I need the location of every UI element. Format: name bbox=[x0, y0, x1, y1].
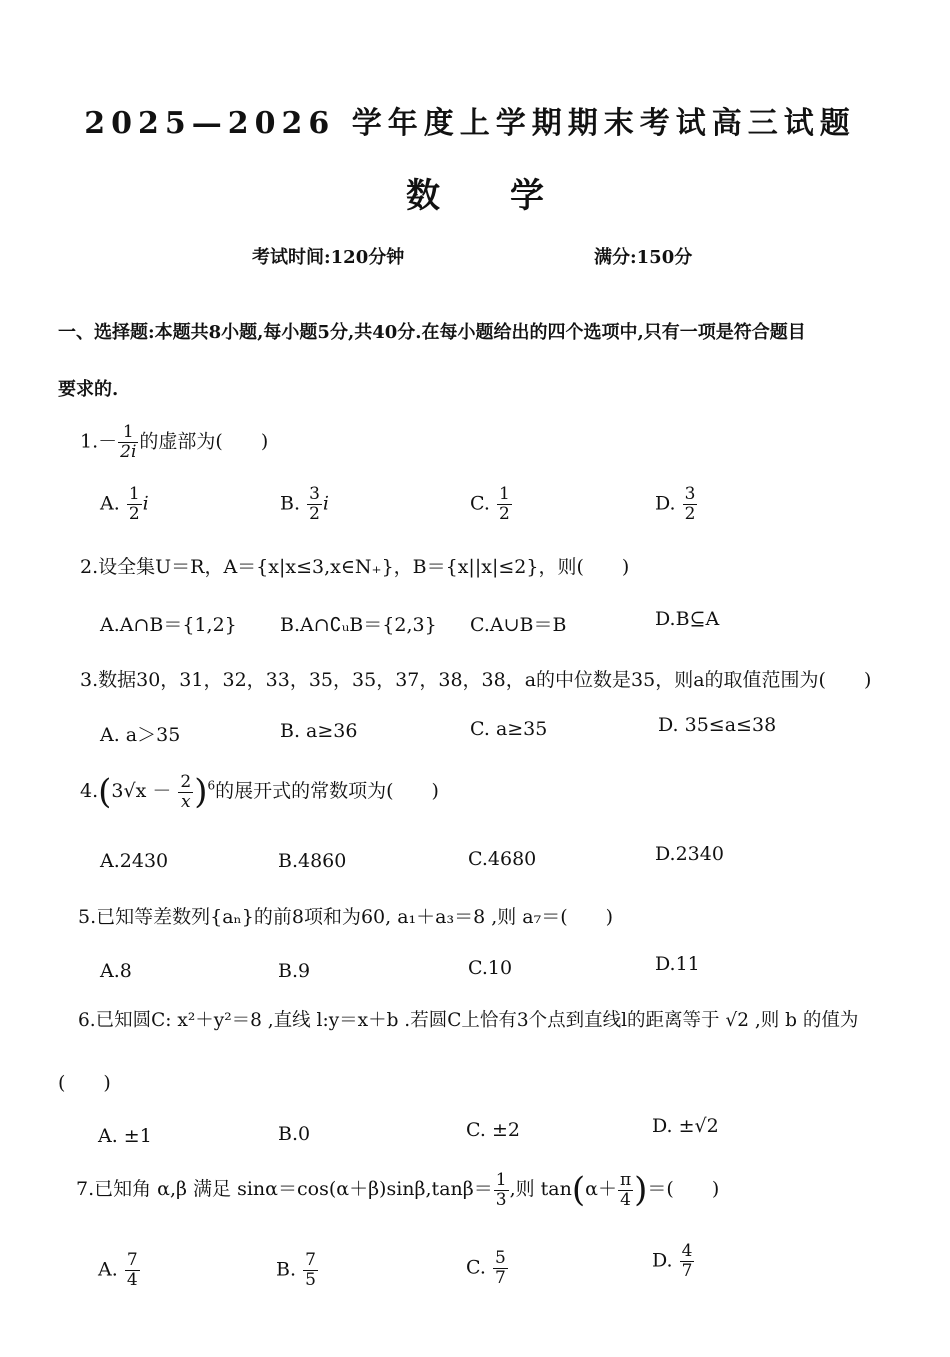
q7-c-frac bbox=[493, 1250, 508, 1287]
q7-text: ＝( ) bbox=[647, 1178, 720, 1200]
q4-option-c: C.4680 bbox=[468, 848, 537, 870]
q5-option-d: D.11 bbox=[655, 953, 700, 975]
q7-mid: ,则 tan bbox=[509, 1178, 572, 1200]
q1-den: 2i bbox=[120, 442, 137, 462]
q4-right-paren: ) bbox=[194, 772, 208, 812]
q4-option-a: A.2430 bbox=[100, 850, 169, 872]
q7-b-num: 7 bbox=[305, 1250, 316, 1270]
q7-a-den: 4 bbox=[126, 1270, 138, 1290]
q4-option-d: D.2340 bbox=[655, 843, 724, 865]
q1-fraction bbox=[118, 424, 138, 461]
q3-option-d: D. 35≤a≤38 bbox=[658, 714, 777, 736]
section-heading-line1: 一、选择题:本题共8小题,每小题5分,共40分.在每小题给出的四个选项中,只有一项是符合题目 bbox=[58, 322, 806, 343]
q7-c-label: C. bbox=[466, 1256, 486, 1279]
q1-d-den: 2 bbox=[684, 504, 696, 524]
q1-b-frac bbox=[307, 486, 322, 523]
exam-title: 2025—2026 学年度上学期期末考试高三试题 bbox=[84, 106, 856, 141]
question-5: 5.已知等差数列{aₙ}的前8项和为60, a₁＋a₃＝8 ,则 a₇＝( ) bbox=[78, 906, 614, 928]
question-7 bbox=[76, 1170, 719, 1210]
q4-left-paren: ( bbox=[98, 772, 112, 812]
q7-d-den: 7 bbox=[681, 1261, 693, 1281]
question-1 bbox=[80, 424, 268, 461]
q1-b-num: 3 bbox=[309, 484, 320, 504]
q7-a-num: 7 bbox=[126, 1250, 138, 1270]
q4-text: 的展开式的常数项为( ) bbox=[215, 780, 439, 802]
q4-prefix: 4. bbox=[80, 780, 99, 802]
q1-d-frac bbox=[683, 486, 698, 523]
q1-c-num: 1 bbox=[498, 484, 510, 504]
q7-option-c bbox=[466, 1250, 509, 1287]
q2-option-d: D.B⊆A bbox=[655, 608, 720, 630]
q1-c-frac bbox=[497, 486, 512, 523]
q1-d-num: 3 bbox=[684, 484, 696, 504]
q5-option-c: C.10 bbox=[468, 957, 513, 979]
q1-option-a bbox=[100, 486, 149, 523]
q1-a-den: 2 bbox=[128, 504, 140, 524]
q2-option-b: B.A∩∁ᵤB＝{2,3} bbox=[280, 614, 437, 636]
q1-a-num: 1 bbox=[128, 484, 140, 504]
q7-b-frac bbox=[303, 1252, 318, 1289]
q4-den: x bbox=[181, 791, 191, 812]
q1-b-label: B. bbox=[280, 492, 301, 515]
q5-option-b: B.9 bbox=[278, 960, 311, 982]
q4-num: 2 bbox=[180, 771, 192, 792]
q1-c-den: 2 bbox=[498, 504, 510, 524]
q7-den2: 4 bbox=[620, 1189, 631, 1210]
question-6-line2: ( ) bbox=[58, 1072, 111, 1094]
q6-option-a: A. ±1 bbox=[98, 1125, 152, 1147]
q7-d-label: D. bbox=[652, 1249, 673, 1272]
q4-term1: 3√x － bbox=[111, 780, 172, 802]
q7-prefix: 7.已知角 α,β 满足 sinα＝cos(α＋β)sinβ,tanβ＝ bbox=[76, 1178, 493, 1200]
q7-alpha: α＋ bbox=[585, 1178, 617, 1200]
q7-right-paren: ) bbox=[634, 1170, 648, 1210]
subject-title: 数学 bbox=[406, 176, 614, 216]
q6-option-c: C. ±2 bbox=[466, 1119, 520, 1141]
q1-b-den: 2 bbox=[309, 504, 320, 524]
q1-option-c bbox=[470, 486, 513, 523]
q1-option-b bbox=[280, 486, 329, 523]
q7-option-d bbox=[652, 1243, 695, 1280]
q4-fraction bbox=[178, 771, 193, 812]
q7-b-den: 5 bbox=[305, 1270, 316, 1290]
question-2: 2.设全集U＝R，A＝{x|x≤3,x∈N₊}，B＝{x||x|≤2}，则( ) bbox=[80, 556, 630, 578]
q7-option-b bbox=[276, 1252, 319, 1289]
q1-prefix: 1.－ bbox=[80, 430, 118, 453]
question-4 bbox=[80, 772, 439, 812]
q7-num2: π bbox=[619, 1169, 632, 1190]
q6-option-d: D. ±√2 bbox=[652, 1115, 719, 1137]
q4-option-b: B.4860 bbox=[278, 850, 347, 872]
q3-option-b: B. a≥36 bbox=[280, 720, 358, 742]
q1-d-label: D. bbox=[655, 492, 676, 515]
q7-left-paren: ( bbox=[571, 1170, 586, 1210]
full-score: 满分:150分 bbox=[594, 247, 693, 268]
q1-option-d bbox=[655, 486, 698, 523]
q7-c-num: 5 bbox=[494, 1248, 506, 1268]
q7-d-frac bbox=[680, 1243, 695, 1280]
q7-option-a bbox=[98, 1252, 141, 1289]
question-6-line1: 6.已知圆C: x²＋y²＝8 ,直线 l:y＝x＋b .若圆C上恰有3个点到直线l的距离等于 √2 ,则 b 的值为 bbox=[78, 1010, 859, 1031]
q7-num1: 1 bbox=[495, 1169, 507, 1190]
q7-fraction-1 bbox=[494, 1169, 509, 1210]
exam-time: 考试时间:120分钟 bbox=[252, 247, 405, 268]
q7-b-label: B. bbox=[276, 1258, 297, 1281]
q1-a-tail: i bbox=[142, 492, 149, 515]
q7-a-label: A. bbox=[98, 1258, 118, 1281]
q1-c-label: C. bbox=[470, 492, 490, 515]
section-heading-line2: 要求的. bbox=[58, 379, 119, 400]
q7-den1: 3 bbox=[495, 1189, 507, 1210]
q1-a-frac bbox=[127, 486, 142, 523]
q2-option-c: C.A∪B＝B bbox=[470, 614, 567, 636]
q2-option-a: A.A∩B＝{1,2} bbox=[100, 614, 237, 636]
q1-text: 的虚部为( ) bbox=[139, 430, 269, 453]
q4-exponent: 6 bbox=[207, 778, 216, 793]
q1-a-label: A. bbox=[100, 492, 120, 515]
q1-num: 1 bbox=[118, 424, 138, 443]
q7-a-frac bbox=[125, 1252, 140, 1289]
q7-d-num: 4 bbox=[681, 1241, 693, 1261]
q6-option-b: B.0 bbox=[278, 1123, 311, 1145]
q7-c-den: 7 bbox=[494, 1268, 506, 1288]
q1-b-tail: i bbox=[322, 492, 329, 515]
q5-option-a: A.8 bbox=[100, 960, 132, 982]
question-3: 3.数据30，31，32，33，35，35，37，38，38，a的中位数是35，则a的取值范围为( ) bbox=[80, 669, 872, 691]
q3-option-c: C. a≥35 bbox=[470, 718, 548, 740]
q3-option-a: A. a＞35 bbox=[100, 724, 181, 746]
q7-fraction-2 bbox=[618, 1169, 633, 1210]
